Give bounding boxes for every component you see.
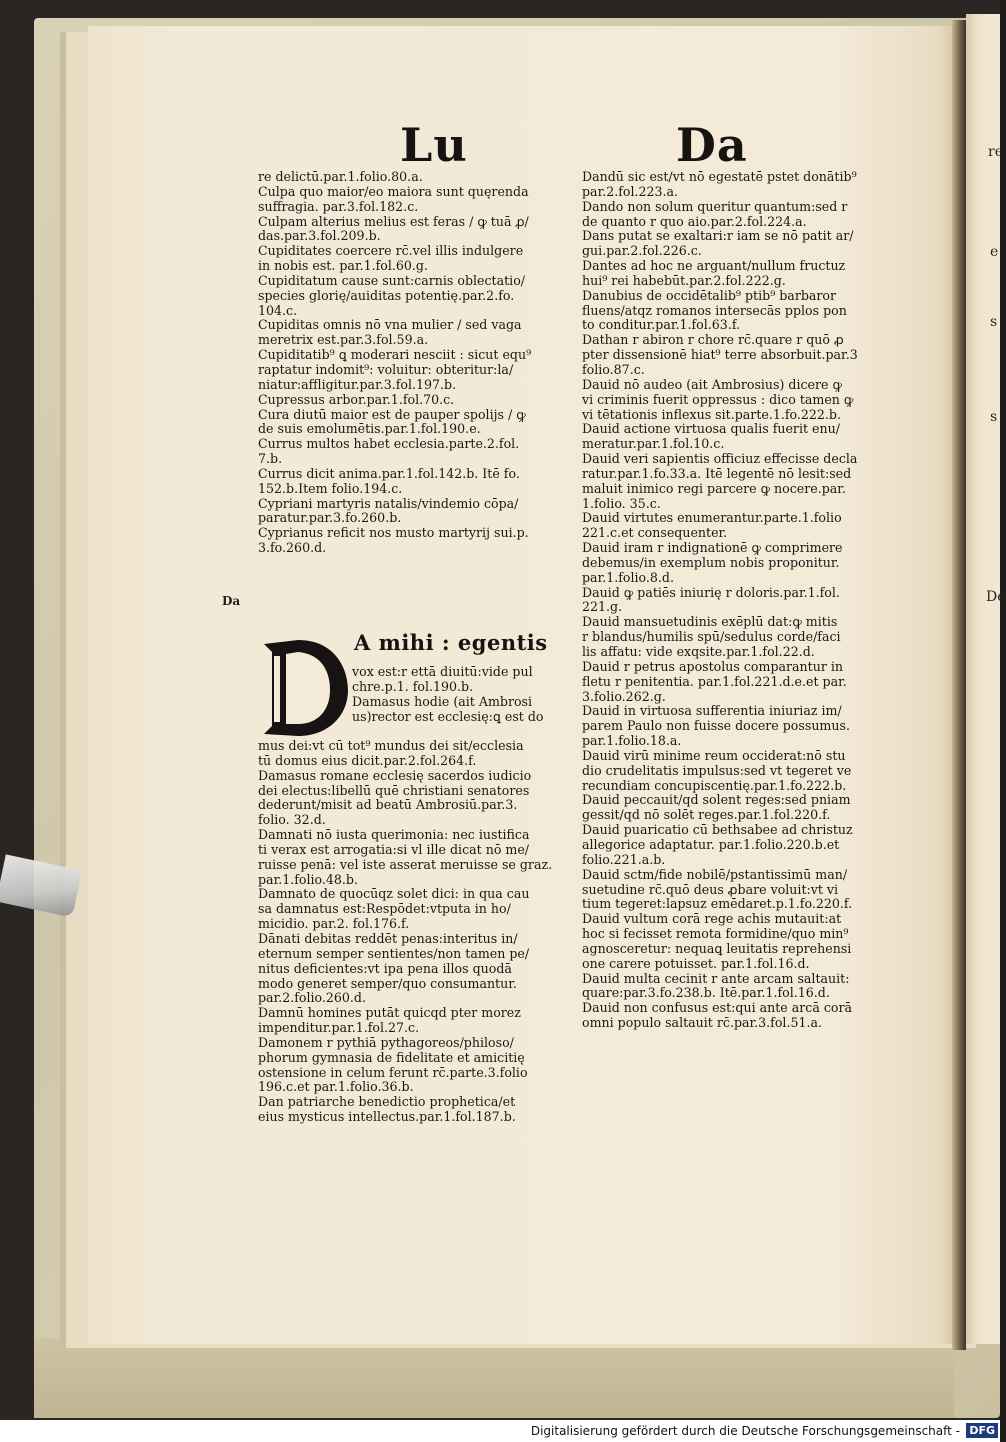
index-line: Dauid in virtuosa sufferentia iniuriaz im/ — [582, 703, 842, 719]
index-line: Cupiditates coercere rc̄.vel illis indulgere — [258, 243, 524, 259]
index-line: lis affatu: vide exqsite.par.1.fol.22.d. — [582, 644, 815, 659]
index-line: Culpam alterius melius est feras / ꝙ tuā ꝓ/ — [258, 213, 529, 229]
book-gutter — [952, 20, 966, 1350]
index-line: Dans putat se exaltari:r iam se nō patit ar/ — [582, 228, 854, 244]
index-line: niatur:affligitur.par.3.fol.197.b. — [258, 376, 457, 392]
index-line: hui⁹ rei habebūt.par.2.fol.222.g. — [582, 272, 786, 288]
index-line: Cupiditatum cause sunt:carnis oblectatio/ — [258, 272, 526, 288]
index-line: par.1.folio.8.d. — [582, 569, 674, 585]
index-line: quare:par.3.fo.238.b. Itē.par.1.fol.16.d. — [582, 985, 830, 1001]
index-line: Cyprianus reficit nos musto martyrij sui.p. — [258, 525, 529, 541]
dropcap-intro: A mihi : egentis — [354, 630, 548, 655]
index-line: one carere potuisset. par.1.fol.16.d. — [582, 955, 810, 971]
right-page-fragment: De — [986, 589, 1006, 605]
index-line: 1.folio. 35.c. — [582, 495, 661, 511]
footer-credit: Digitalisierung gefördert durch die Deutsche Forschungsgemeinschaft - — [530, 1424, 960, 1438]
index-line: tium tegeret:lapsuz emēdaret.p.1.fo.220.f. — [582, 896, 853, 912]
index-line: gessit/qd nō solēt reges.par.1.fol.220.f. — [582, 807, 831, 823]
index-line: par.1.folio.18.a. — [582, 733, 682, 749]
index-line: allegorice adaptatur. par.1.folio.220.b.et — [582, 836, 840, 852]
index-line: de suis emolumētis.par.1.fol.190.e. — [258, 421, 481, 437]
index-line: chre.p.1. fol.190.b. — [352, 678, 474, 694]
index-line: pter dissensionē hiat⁹ terre absorbuit.par.3 — [582, 347, 858, 363]
right-page-fragment: e — [990, 244, 999, 260]
index-line: par.2.fol.223.a. — [582, 183, 679, 199]
index-line: folio. 32.d. — [258, 812, 326, 828]
index-line: Cura diutū maior est de pauper spolijs / ꝙ — [258, 406, 526, 422]
index-line: r blandus/humilis spū/sedulus corde/faci — [582, 629, 841, 645]
index-line: Dandū sic est/vt nō egestatē pstet donātib⁹ — [582, 169, 857, 184]
index-line: Damnati nō iusta querimonia: nec iustifica — [258, 827, 530, 843]
index-line: Dauid virū minime reum occiderat:nō stu — [582, 747, 846, 763]
index-line: Dānati debitas reddēt penas:interitus in/ — [258, 930, 518, 946]
index-line: 152.b.Item folio.194.c. — [258, 480, 403, 496]
index-line: Dauid veri sapientis officiuz effecisse decla — [582, 451, 858, 467]
index-line: re delictū.par.1.folio.80.a. — [258, 169, 423, 184]
right-page-edge — [966, 14, 1006, 1344]
index-line: suffragia. par.3.fol.182.c. — [258, 198, 419, 214]
index-line: Dauid multa cecinit r ante arcam saltauit: — [582, 970, 850, 986]
index-line: Currus dicit anima.par.1.fol.142.b. Itē fo. — [258, 465, 520, 481]
index-line: folio.221.a.b. — [582, 851, 666, 867]
index-line: das.par.3.fol.209.b. — [258, 228, 381, 244]
index-line: omni populo saltauit rc̄.par.3.fol.51.a. — [582, 1015, 822, 1031]
right-page-fragment: re — [988, 144, 1003, 160]
index-line: Dauid iram r indignationē ꝙ comprimere — [582, 540, 843, 556]
index-line: us)rector est ecclesię:ꝗ est do — [352, 708, 544, 724]
index-line: Cupiditas omnis nō vna mulier / sed vaga — [258, 317, 522, 333]
book-cover-edge — [34, 1338, 954, 1418]
index-line: debemus/in exemplum nobis proponitur. — [582, 554, 840, 570]
index-line: recundiam concupiscentię.par.1.fo.222.b. — [582, 777, 847, 793]
index-line: 196.c.et par.1.folio.36.b. — [258, 1079, 414, 1095]
index-line: eius mysticus intellectus.par.1.fol.187.b. — [258, 1109, 516, 1125]
index-line: Dauid r petrus apostolus comparantur in — [582, 658, 843, 674]
index-line: ratur.par.1.fo.33.a. Itē legentē nō lesit:sed — [582, 465, 852, 481]
index-line: dederunt/misit ad beatū Ambrosiū.par.3. — [258, 797, 518, 813]
index-line: eternum semper sentientes/non tamen pe/ — [258, 945, 530, 961]
index-line: agnosceretur: nequaꝗ leuitatis reprehensi — [582, 940, 852, 956]
index-line: paratur.par.3.fo.260.b. — [258, 510, 402, 526]
index-line: tū domus eius dicit.par.2.fol.264.f. — [258, 752, 477, 768]
index-line: impenditur.par.1.fol.27.c. — [258, 1020, 420, 1036]
index-line: ti verax est arrogatia:si vl ille dicat nō me/ — [258, 841, 530, 857]
index-line: vox est:r ettā diuitū:vide pul — [352, 664, 533, 679]
index-line: Damonem r pythiā pythagoreos/philoso/ — [258, 1034, 514, 1050]
index-line: Dando non solum queritur quantum:sed r — [582, 198, 848, 214]
dropcap-d-icon — [258, 636, 350, 740]
margin-note: Da — [222, 594, 241, 608]
dfg-logo: DFG — [966, 1423, 998, 1438]
index-line: sa damnatus est:Respōdet:vtputa in ho/ — [258, 901, 511, 917]
index-line: Dauid mansuetudinis exēplū dat:ꝙ mitis — [582, 614, 838, 630]
index-line: par.1.folio.48.b. — [258, 871, 358, 887]
index-line: hoc si fecisset remota formidine/quo min⁹ — [582, 926, 849, 942]
index-line: 3.fo.260.d. — [258, 540, 327, 556]
index-line: in nobis est. par.1.fol.60.g. — [258, 258, 428, 274]
index-line: 221.g. — [582, 599, 623, 615]
index-line: to conditur.par.1.fol.63.f. — [582, 317, 741, 333]
index-line: Dauid ꝙ patiēs iniurię r doloris.par.1.fol. — [582, 584, 840, 600]
index-line: folio.87.c. — [582, 361, 645, 377]
index-line: 7.b. — [258, 451, 283, 467]
index-line: Cupiditatib⁹ ꝗ moderari nesciit : sicut equ⁹ — [258, 347, 532, 363]
index-line: Dauid actione virtuosa qualis fuerit enu/ — [582, 421, 840, 437]
index-line: maluit inimico regi parcere ꝙ nocere.par. — [582, 480, 846, 496]
index-line: mus dei:vt cū tot⁹ mundus dei sit/ecclesia — [258, 738, 524, 753]
left-column-top — [258, 170, 578, 556]
index-line: meratur.par.1.fol.10.c. — [582, 436, 725, 452]
index-line: vi tētationis inflexus sit.parte.1.fo.222.b. — [582, 406, 841, 422]
left-column-bottom — [258, 739, 578, 1125]
index-line: vi criminis fuerit oppressus : dico tamen ꝙ — [582, 391, 854, 407]
index-line: 104.c. — [258, 302, 298, 318]
index-line: species glorię/auiditas potentię.par.2.fo. — [258, 287, 515, 303]
index-line: Dauid virtutes enumerantur.parte.1.folio — [582, 510, 842, 526]
index-line: de quanto r quo aio.par.2.fol.224.a. — [582, 213, 807, 229]
index-line: Damnū homines putāt quicqd pter morez — [258, 1005, 521, 1021]
index-line: gui.par.2.fol.226.c. — [582, 243, 702, 259]
index-line: Dauid nō audeo (ait Ambrosius) dicere ꝙ — [582, 376, 842, 392]
index-line: ostensione in celum ferunt rc̄.parte.3.folio — [258, 1064, 528, 1080]
index-line: micidio. par.2. fol.176.f. — [258, 916, 410, 932]
index-line: ruisse penā: vel iste asserat meruisse se graz. — [258, 856, 553, 872]
index-line: Dantes ad hoc ne arguant/nullum fructuz — [582, 258, 846, 274]
index-line: Currus multos habet ecclesiа.parte.2.fol. — [258, 436, 520, 452]
index-line: fletu r penitentia. par.1.fol.221.d.e.et par. — [582, 673, 847, 689]
running-head-left: Lu — [400, 118, 468, 172]
right-column — [582, 170, 904, 1031]
index-line: Damasus romane ecclesię sacerdos iudicio — [258, 767, 532, 783]
index-line: Dauid peccauit/qd solent reges:sed pniam — [582, 792, 851, 808]
index-line: parem Paulo non fuisse docere possumus. — [582, 718, 850, 734]
index-line: meretrix est.par.3.fol.59.a. — [258, 332, 429, 348]
footer-bar — [0, 1420, 1000, 1442]
index-line: raptatur indomit⁹: voluitur: obteritur:la/ — [258, 361, 514, 377]
index-line: Cypriani martyris natalis/vindemio cōpa/ — [258, 495, 519, 511]
index-line: fluens/atqz romanos intersecās pplos pon — [582, 302, 847, 318]
index-line: Dauid vultum corā rege achis mutauit:at — [582, 911, 842, 927]
index-line: dio crudelitatis impulsus:sed vt tegeret ve — [582, 762, 852, 778]
left-column-beside-dropcap — [352, 665, 592, 724]
right-page-fragment: s — [990, 314, 998, 330]
index-line: nitus deficientes:vt ipa pena illos quodā — [258, 960, 512, 976]
index-line: Dauid non confusus est:qui ante arcā corā — [582, 1000, 852, 1016]
index-line: 221.c.et consequenter. — [582, 525, 728, 541]
index-line: Dan patriarche benedictio prophetica/et — [258, 1094, 516, 1110]
index-line: Danubius de occidētalib⁹ ptib⁹ barbaror — [582, 287, 837, 303]
index-line: phorum gymnasia de fidelitate et amicitię — [258, 1049, 525, 1065]
index-line: Dathan r abiron r chore rc̄.quare r quō ꝓ — [582, 332, 844, 348]
index-line: Dauid sctm/fide nobilē/pstantissimū man/ — [582, 866, 848, 882]
index-line: Dauid puaricatio cū bethsabee ad christuz — [582, 822, 853, 838]
index-line: dei electus:libellū quē christiani senatores — [258, 782, 530, 798]
index-line: Cupressus arbor.par.1.fol.70.c. — [258, 391, 455, 407]
index-line: 3.folio.262.g. — [582, 688, 666, 704]
index-line: Damasus hodie (ait Ambrosi — [352, 693, 533, 709]
index-line: suetudine rc̄.quō deus ꝓbare voluit:vt vi — [582, 881, 839, 897]
right-page-fragment: s — [990, 409, 998, 425]
index-line: Damnato de quocūqz solet dici: in qua cau — [258, 886, 530, 902]
index-line: modo generet semper/quo consumantur. — [258, 975, 517, 991]
running-head-right: Da — [676, 118, 748, 172]
index-line: par.2.folio.260.d. — [258, 990, 366, 1006]
index-line: Culpa quo maior/eo maiora sunt quęrenda — [258, 183, 529, 199]
